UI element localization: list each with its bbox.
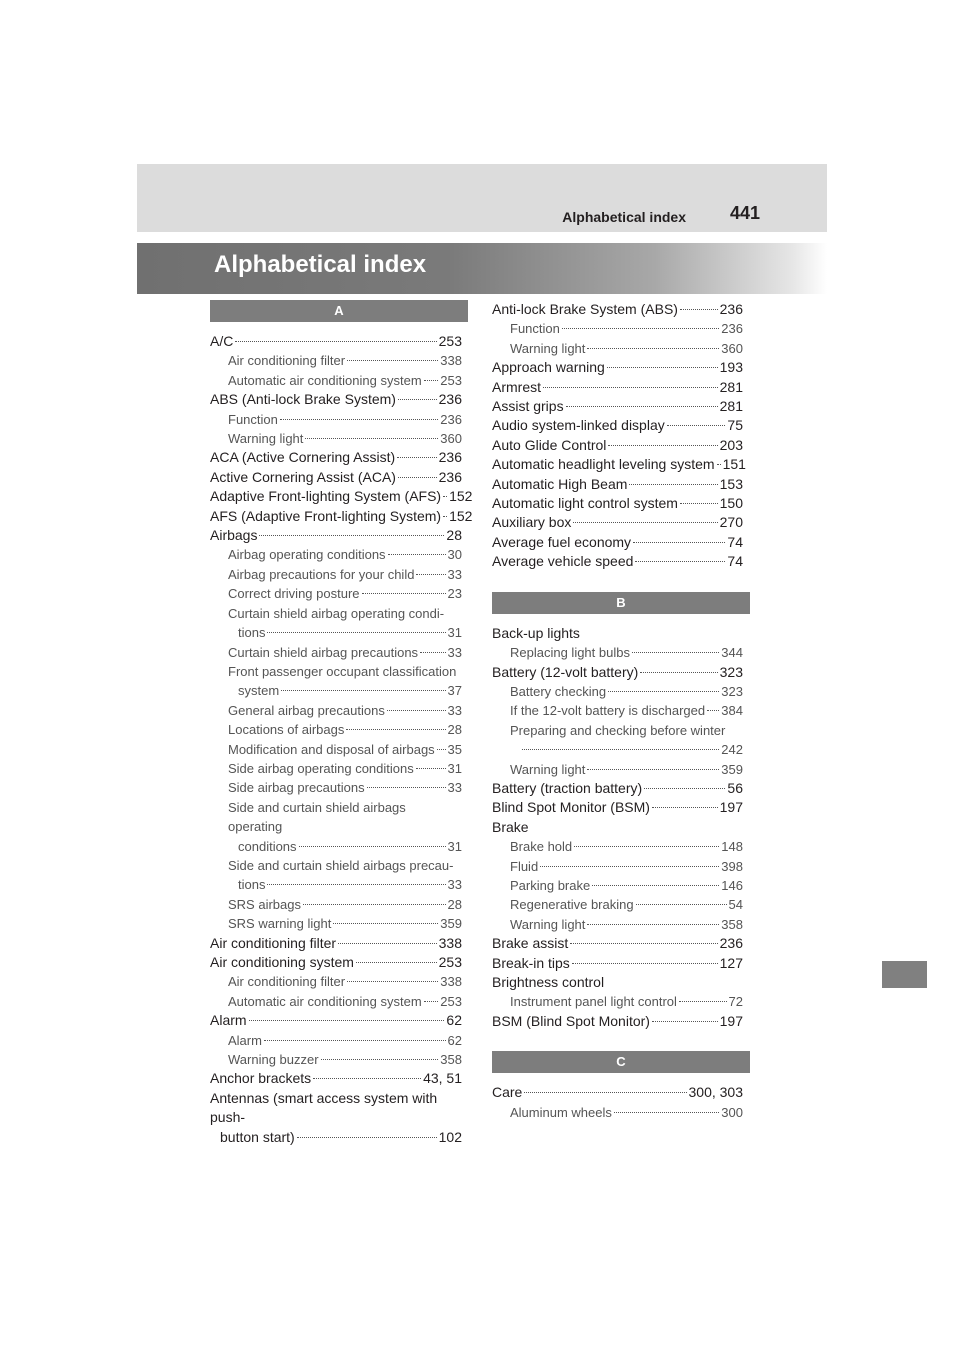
index-entry[interactable] bbox=[492, 494, 743, 513]
entry-page: 30 bbox=[447, 547, 462, 563]
entry-term: Automatic headlight leveling system bbox=[492, 456, 715, 473]
index-entry[interactable] bbox=[210, 448, 462, 467]
index-subentry[interactable] bbox=[210, 720, 462, 739]
leader-dots bbox=[608, 691, 719, 692]
entry-term: Brake assist bbox=[492, 935, 569, 952]
leader-dots bbox=[680, 309, 718, 310]
entry-page: 358 bbox=[721, 916, 743, 932]
entry-page: 398 bbox=[721, 858, 743, 874]
entry-page: 236 bbox=[438, 468, 462, 485]
leader-dots bbox=[629, 484, 717, 485]
leader-dots bbox=[347, 981, 438, 982]
entry-term: Automatic High Beam bbox=[492, 475, 628, 492]
entry-term: conditions bbox=[238, 838, 297, 854]
entry-page: 300 bbox=[721, 1104, 743, 1120]
leader-dots bbox=[573, 522, 717, 523]
entry-term: General airbag precautions bbox=[228, 702, 385, 718]
entry-term: Side airbag operating conditions bbox=[228, 760, 414, 776]
index-entry[interactable] bbox=[492, 436, 743, 455]
index-entry-line: Antennas (smart access system with push- bbox=[210, 1089, 438, 1126]
index-subentry[interactable] bbox=[492, 857, 743, 876]
leader-dots bbox=[420, 652, 445, 653]
index-entry[interactable] bbox=[492, 455, 746, 474]
entry-term: Replacing light bulbs bbox=[510, 645, 630, 661]
entry-page: 359 bbox=[721, 761, 743, 777]
leader-dots bbox=[652, 1021, 718, 1022]
entry-page: 384 bbox=[721, 703, 743, 719]
entry-term: Function bbox=[228, 411, 278, 427]
entry-term: Break-in tips bbox=[492, 954, 570, 971]
entry-page: 281 bbox=[719, 378, 743, 395]
leader-dots bbox=[267, 884, 445, 885]
entry-page: 33 bbox=[447, 702, 462, 718]
entry-term: AFS (Adaptive Front-lighting System) bbox=[210, 507, 442, 524]
page-title: Alphabetical index bbox=[214, 251, 427, 278]
entry-term: Warning light bbox=[510, 340, 586, 356]
leader-dots bbox=[608, 445, 717, 446]
entry-page: 338 bbox=[440, 353, 462, 369]
entry-page: 23 bbox=[447, 586, 462, 602]
index-subentry[interactable] bbox=[210, 1050, 462, 1069]
leader-dots bbox=[574, 846, 719, 847]
leader-dots bbox=[717, 464, 721, 465]
entry-page: 150 bbox=[719, 495, 743, 512]
index-subentry[interactable] bbox=[210, 429, 462, 448]
index-subentry[interactable] bbox=[492, 837, 743, 856]
index-entry[interactable] bbox=[492, 513, 743, 532]
index-subentry[interactable] bbox=[492, 915, 743, 934]
section-header-c: C bbox=[492, 1051, 750, 1073]
index-subentry[interactable] bbox=[210, 740, 462, 759]
leader-dots bbox=[362, 593, 446, 594]
leader-dots bbox=[572, 963, 718, 964]
entry-page: 236 bbox=[719, 301, 743, 317]
leader-dots bbox=[636, 904, 727, 905]
index-subentry[interactable] bbox=[210, 914, 462, 933]
index-entry[interactable] bbox=[492, 779, 743, 798]
index-subentry[interactable] bbox=[210, 759, 462, 778]
entry-page: 359 bbox=[440, 916, 462, 932]
entry-term: Side airbag precautions bbox=[228, 780, 365, 796]
entry-page: 28 bbox=[447, 722, 462, 738]
entry-page: 33 bbox=[447, 644, 462, 660]
index-entry[interactable] bbox=[210, 487, 473, 506]
index-subentry[interactable] bbox=[210, 1031, 462, 1050]
index-subentry[interactable] bbox=[492, 740, 743, 759]
entry-term: Approach warning bbox=[492, 359, 605, 376]
index-subentry[interactable] bbox=[492, 1103, 743, 1122]
index-entry[interactable] bbox=[492, 954, 743, 973]
entry-term: Active Cornering Assist (ACA) bbox=[210, 468, 396, 485]
index-subentry[interactable] bbox=[210, 410, 462, 429]
index-subentry[interactable] bbox=[492, 876, 743, 895]
entry-page: 236 bbox=[438, 391, 462, 408]
entry-page: 31 bbox=[447, 625, 462, 641]
index-entry[interactable] bbox=[210, 390, 462, 409]
leader-dots bbox=[437, 749, 446, 750]
entry-term: SRS warning light bbox=[228, 916, 332, 932]
index-entry[interactable] bbox=[492, 552, 743, 571]
entry-page: 153 bbox=[719, 475, 743, 492]
entry-term: Regenerative braking bbox=[510, 897, 634, 913]
entry-page: 236 bbox=[721, 321, 743, 337]
leader-dots bbox=[305, 438, 438, 439]
leader-dots bbox=[264, 1040, 446, 1041]
entry-page: 151 bbox=[722, 456, 746, 473]
leader-dots bbox=[321, 1059, 439, 1060]
entry-term: BSM (Blind Spot Monitor) bbox=[492, 1012, 650, 1029]
entry-page: 148 bbox=[721, 839, 743, 855]
index-subentry[interactable] bbox=[492, 339, 743, 358]
leader-dots bbox=[333, 923, 438, 924]
index-entry[interactable] bbox=[210, 468, 462, 487]
entry-page: 33 bbox=[447, 877, 462, 893]
entry-term: tions bbox=[238, 877, 266, 893]
leader-dots bbox=[562, 328, 719, 329]
entry-term: Airbags bbox=[210, 527, 258, 544]
index-subentry[interactable] bbox=[492, 895, 743, 914]
entry-page: 281 bbox=[719, 398, 743, 415]
entry-term: Alarm bbox=[228, 1032, 262, 1048]
leader-dots bbox=[259, 535, 444, 536]
entry-page: 236 bbox=[719, 935, 743, 952]
index-column-right bbox=[492, 300, 746, 1122]
entry-page: 62 bbox=[446, 1012, 462, 1029]
leader-dots bbox=[424, 1001, 439, 1002]
entry-page: 56 bbox=[727, 779, 743, 796]
leader-dots bbox=[570, 943, 717, 944]
leader-dots bbox=[398, 399, 437, 400]
entry-page: 270 bbox=[719, 514, 743, 531]
leader-dots bbox=[524, 1092, 686, 1093]
entry-page: 253 bbox=[440, 372, 462, 388]
entry-page: 28 bbox=[446, 527, 462, 544]
leader-dots bbox=[398, 477, 437, 478]
index-subentry-line: Front passenger occupant classification bbox=[228, 663, 457, 679]
leader-dots bbox=[356, 962, 437, 963]
entry-page: 236 bbox=[438, 449, 462, 466]
entry-term: Armrest bbox=[492, 378, 541, 395]
entry-page: 358 bbox=[440, 1052, 462, 1068]
entry-term: Adaptive Front-lighting System (AFS) bbox=[210, 488, 442, 505]
entry-term: Air conditioning filter bbox=[228, 974, 346, 990]
entry-term: Automatic air conditioning system bbox=[228, 993, 422, 1009]
leader-dots bbox=[587, 769, 719, 770]
index-subentry[interactable] bbox=[210, 351, 462, 370]
index-entry[interactable] bbox=[210, 1128, 462, 1147]
entry-page: 338 bbox=[438, 934, 462, 951]
leader-dots bbox=[587, 924, 719, 925]
index-entry[interactable] bbox=[210, 953, 462, 972]
index-subentry[interactable] bbox=[210, 565, 462, 584]
index-entry[interactable] bbox=[210, 1011, 462, 1030]
leader-dots bbox=[424, 380, 439, 381]
leader-dots bbox=[614, 1112, 719, 1113]
index-subentry[interactable] bbox=[210, 623, 462, 642]
entry-term: system bbox=[238, 683, 280, 699]
leader-dots bbox=[443, 496, 447, 497]
header-band bbox=[137, 164, 827, 232]
index-subentry[interactable] bbox=[210, 701, 462, 720]
entry-term: Modification and disposal of airbags bbox=[228, 741, 435, 757]
index-entry[interactable] bbox=[492, 300, 743, 319]
entry-term: Anti-lock Brake System (ABS) bbox=[492, 301, 678, 317]
leader-dots bbox=[632, 652, 719, 653]
leader-dots bbox=[387, 710, 446, 711]
leader-dots bbox=[280, 419, 438, 420]
entry-page: 197 bbox=[719, 1012, 743, 1029]
index-entry[interactable] bbox=[210, 934, 462, 953]
entry-page: 31 bbox=[447, 760, 462, 776]
entry-term: Parking brake bbox=[510, 877, 591, 893]
entry-term: button start) bbox=[220, 1128, 295, 1145]
leader-dots bbox=[347, 360, 438, 361]
index-subentry[interactable] bbox=[210, 778, 462, 797]
index-subentry-line: Side and curtain shield airbags precau- bbox=[228, 857, 454, 873]
leader-dots bbox=[540, 866, 719, 867]
entry-page: 300, 303 bbox=[688, 1084, 743, 1101]
leader-dots bbox=[416, 574, 445, 575]
running-header-title: Alphabetical index bbox=[562, 209, 686, 225]
entry-term: Airbag precautions for your child bbox=[228, 566, 415, 582]
index-entry-heading: Back-up lights bbox=[492, 624, 580, 641]
entry-term: SRS airbags bbox=[228, 896, 301, 912]
entry-term: Alarm bbox=[210, 1012, 247, 1029]
index-entry[interactable] bbox=[492, 475, 743, 494]
leader-dots bbox=[607, 367, 718, 368]
index-subentry[interactable] bbox=[210, 545, 462, 564]
index-entry-heading: Brightness control bbox=[492, 974, 605, 990]
entry-page: 152 bbox=[449, 507, 473, 524]
leader-dots bbox=[313, 1078, 421, 1079]
entry-page: 72 bbox=[728, 994, 743, 1010]
leader-dots bbox=[667, 425, 726, 426]
entry-term: Airbag operating conditions bbox=[228, 547, 386, 563]
entry-page: 197 bbox=[719, 799, 743, 816]
index-entry[interactable] bbox=[492, 798, 743, 817]
entry-page: 323 bbox=[721, 683, 743, 699]
entry-term: Battery (traction battery) bbox=[492, 779, 643, 796]
entry-page: 360 bbox=[440, 431, 462, 447]
entry-term: Air conditioning system bbox=[210, 954, 354, 970]
index-subentry[interactable] bbox=[210, 643, 462, 662]
index-side-tab bbox=[882, 961, 927, 988]
index-column-left bbox=[210, 300, 473, 1147]
entry-term: A/C bbox=[210, 333, 234, 349]
entry-term: Curtain shield airbag precautions bbox=[228, 644, 419, 660]
leader-dots bbox=[397, 457, 436, 458]
entry-page: 253 bbox=[440, 993, 462, 1009]
leader-dots bbox=[388, 554, 446, 555]
leader-dots bbox=[587, 348, 719, 349]
index-subentry[interactable] bbox=[210, 837, 462, 856]
entry-term: Air conditioning filter bbox=[228, 353, 346, 369]
leader-dots bbox=[235, 341, 436, 342]
entry-term: Fluid bbox=[510, 858, 539, 874]
entry-term: Automatic light control system bbox=[492, 495, 678, 512]
leader-dots bbox=[303, 904, 446, 905]
entry-term: ABS (Anti-lock Brake System) bbox=[210, 391, 396, 408]
entry-term: Correct driving posture bbox=[228, 586, 360, 602]
leader-dots bbox=[635, 561, 725, 562]
leader-dots bbox=[640, 672, 717, 673]
leader-dots bbox=[267, 632, 445, 633]
leader-dots bbox=[522, 749, 719, 750]
index-subentry[interactable] bbox=[210, 992, 462, 1011]
entry-page: 28 bbox=[447, 896, 462, 912]
entry-term: Brake hold bbox=[510, 839, 573, 855]
page-number: 441 bbox=[730, 203, 761, 223]
leader-dots bbox=[633, 542, 725, 543]
index-entry[interactable] bbox=[492, 378, 743, 397]
index-subentry[interactable] bbox=[210, 584, 462, 603]
entry-page: 35 bbox=[447, 741, 462, 757]
index-subentry-line: Side and curtain shield airbags operating bbox=[228, 799, 406, 835]
entry-term: Auto Glide Control bbox=[492, 436, 607, 453]
index-entry[interactable] bbox=[492, 416, 743, 435]
entry-page: 62 bbox=[447, 1032, 462, 1048]
index-entry[interactable] bbox=[210, 1069, 462, 1088]
leader-dots bbox=[443, 516, 447, 517]
index-entry[interactable] bbox=[210, 507, 473, 526]
index-subentry[interactable] bbox=[492, 643, 743, 662]
index-subentry[interactable] bbox=[492, 992, 743, 1011]
leader-dots bbox=[281, 690, 445, 691]
index-entry[interactable] bbox=[492, 397, 743, 416]
entry-term: Anchor brackets bbox=[210, 1070, 312, 1087]
entry-page: 74 bbox=[727, 553, 743, 570]
entry-page: 75 bbox=[727, 417, 743, 434]
index-entry[interactable] bbox=[492, 1012, 743, 1031]
index-entry[interactable] bbox=[210, 332, 462, 351]
entry-term: Function bbox=[510, 321, 560, 337]
entry-page: 152 bbox=[449, 488, 473, 505]
leader-dots bbox=[249, 1020, 445, 1021]
leader-dots bbox=[543, 387, 718, 388]
entry-term: Audio system-linked display bbox=[492, 417, 665, 434]
index-subentry-line: Curtain shield airbag operating condi- bbox=[228, 605, 445, 621]
index-entry[interactable] bbox=[492, 1083, 743, 1102]
entry-page: 33 bbox=[447, 780, 462, 796]
index-subentry-line: Preparing and checking before winter bbox=[510, 722, 726, 738]
entry-page: 146 bbox=[721, 877, 743, 893]
entry-term: If the 12-volt battery is discharged bbox=[510, 703, 706, 719]
entry-term: Average vehicle speed bbox=[492, 553, 634, 570]
leader-dots bbox=[680, 503, 718, 504]
leader-dots bbox=[566, 406, 718, 407]
index-entry[interactable] bbox=[210, 526, 462, 545]
entry-term: Aluminum wheels bbox=[510, 1104, 612, 1120]
index-subentry[interactable] bbox=[210, 972, 462, 991]
entry-term: Instrument panel light control bbox=[510, 994, 677, 1010]
index-entry-heading: Brake bbox=[492, 818, 529, 835]
entry-page: 338 bbox=[440, 974, 462, 990]
leader-dots bbox=[338, 943, 437, 944]
entry-page: 323 bbox=[719, 663, 743, 680]
entry-term: Average fuel economy bbox=[492, 533, 632, 550]
entry-term: Air conditioning filter bbox=[210, 934, 337, 951]
entry-page: 37 bbox=[447, 683, 462, 699]
entry-page: 193 bbox=[719, 359, 743, 376]
section-header-b: B bbox=[492, 592, 750, 614]
leader-dots bbox=[644, 788, 725, 789]
index-subentry[interactable] bbox=[492, 760, 743, 779]
entry-page: 74 bbox=[727, 533, 743, 550]
entry-term: Battery (12-volt battery) bbox=[492, 663, 639, 680]
entry-term: Locations of airbags bbox=[228, 722, 345, 738]
entry-page: 344 bbox=[721, 645, 743, 661]
index-entry[interactable] bbox=[492, 934, 743, 953]
entry-term: Assist grips bbox=[492, 398, 564, 415]
leader-dots bbox=[297, 1137, 437, 1138]
entry-page: 203 bbox=[719, 436, 743, 453]
entry-page: 102 bbox=[438, 1128, 462, 1145]
index-entry[interactable] bbox=[492, 358, 743, 377]
index-entry[interactable] bbox=[492, 663, 743, 682]
index-subentry[interactable] bbox=[210, 371, 462, 390]
index-subentry[interactable] bbox=[492, 701, 743, 720]
entry-page: 253 bbox=[438, 333, 462, 349]
entry-term: Battery checking bbox=[510, 683, 607, 699]
leader-dots bbox=[592, 885, 719, 886]
index-entry[interactable] bbox=[492, 533, 743, 552]
index-subentry[interactable] bbox=[210, 875, 462, 894]
section-header-a: A bbox=[210, 300, 468, 322]
entry-page: 242 bbox=[721, 742, 743, 758]
entry-term: Warning light bbox=[510, 761, 586, 777]
entry-page: 253 bbox=[438, 954, 462, 970]
entry-term: Auxiliary box bbox=[492, 514, 572, 531]
entry-term: Warning light bbox=[510, 916, 586, 932]
entry-term: Blind Spot Monitor (BSM) bbox=[492, 799, 650, 816]
entry-page: 360 bbox=[721, 340, 743, 356]
entry-page: 54 bbox=[728, 897, 743, 913]
index-subentry[interactable] bbox=[210, 681, 462, 700]
leader-dots bbox=[679, 1001, 727, 1002]
index-subentry[interactable] bbox=[492, 319, 743, 338]
leader-dots bbox=[652, 807, 718, 808]
entry-page: 33 bbox=[447, 566, 462, 582]
entry-page: 31 bbox=[447, 838, 462, 854]
leader-dots bbox=[707, 710, 719, 711]
index-subentry[interactable] bbox=[210, 895, 462, 914]
leader-dots bbox=[299, 846, 446, 847]
entry-term: tions bbox=[238, 625, 266, 641]
entry-page: 43, 51 bbox=[423, 1070, 462, 1087]
entry-term: Warning light bbox=[228, 431, 304, 447]
leader-dots bbox=[367, 787, 446, 788]
entry-term: Automatic air conditioning system bbox=[228, 372, 422, 388]
entry-page: 127 bbox=[719, 954, 743, 971]
entry-term: ACA (Active Cornering Assist) bbox=[210, 449, 396, 466]
entry-term: Care bbox=[492, 1084, 523, 1101]
leader-dots bbox=[416, 768, 446, 769]
entry-term: Warning buzzer bbox=[228, 1052, 319, 1068]
leader-dots bbox=[346, 729, 445, 730]
index-subentry[interactable] bbox=[492, 682, 743, 701]
entry-page: 236 bbox=[440, 411, 462, 427]
